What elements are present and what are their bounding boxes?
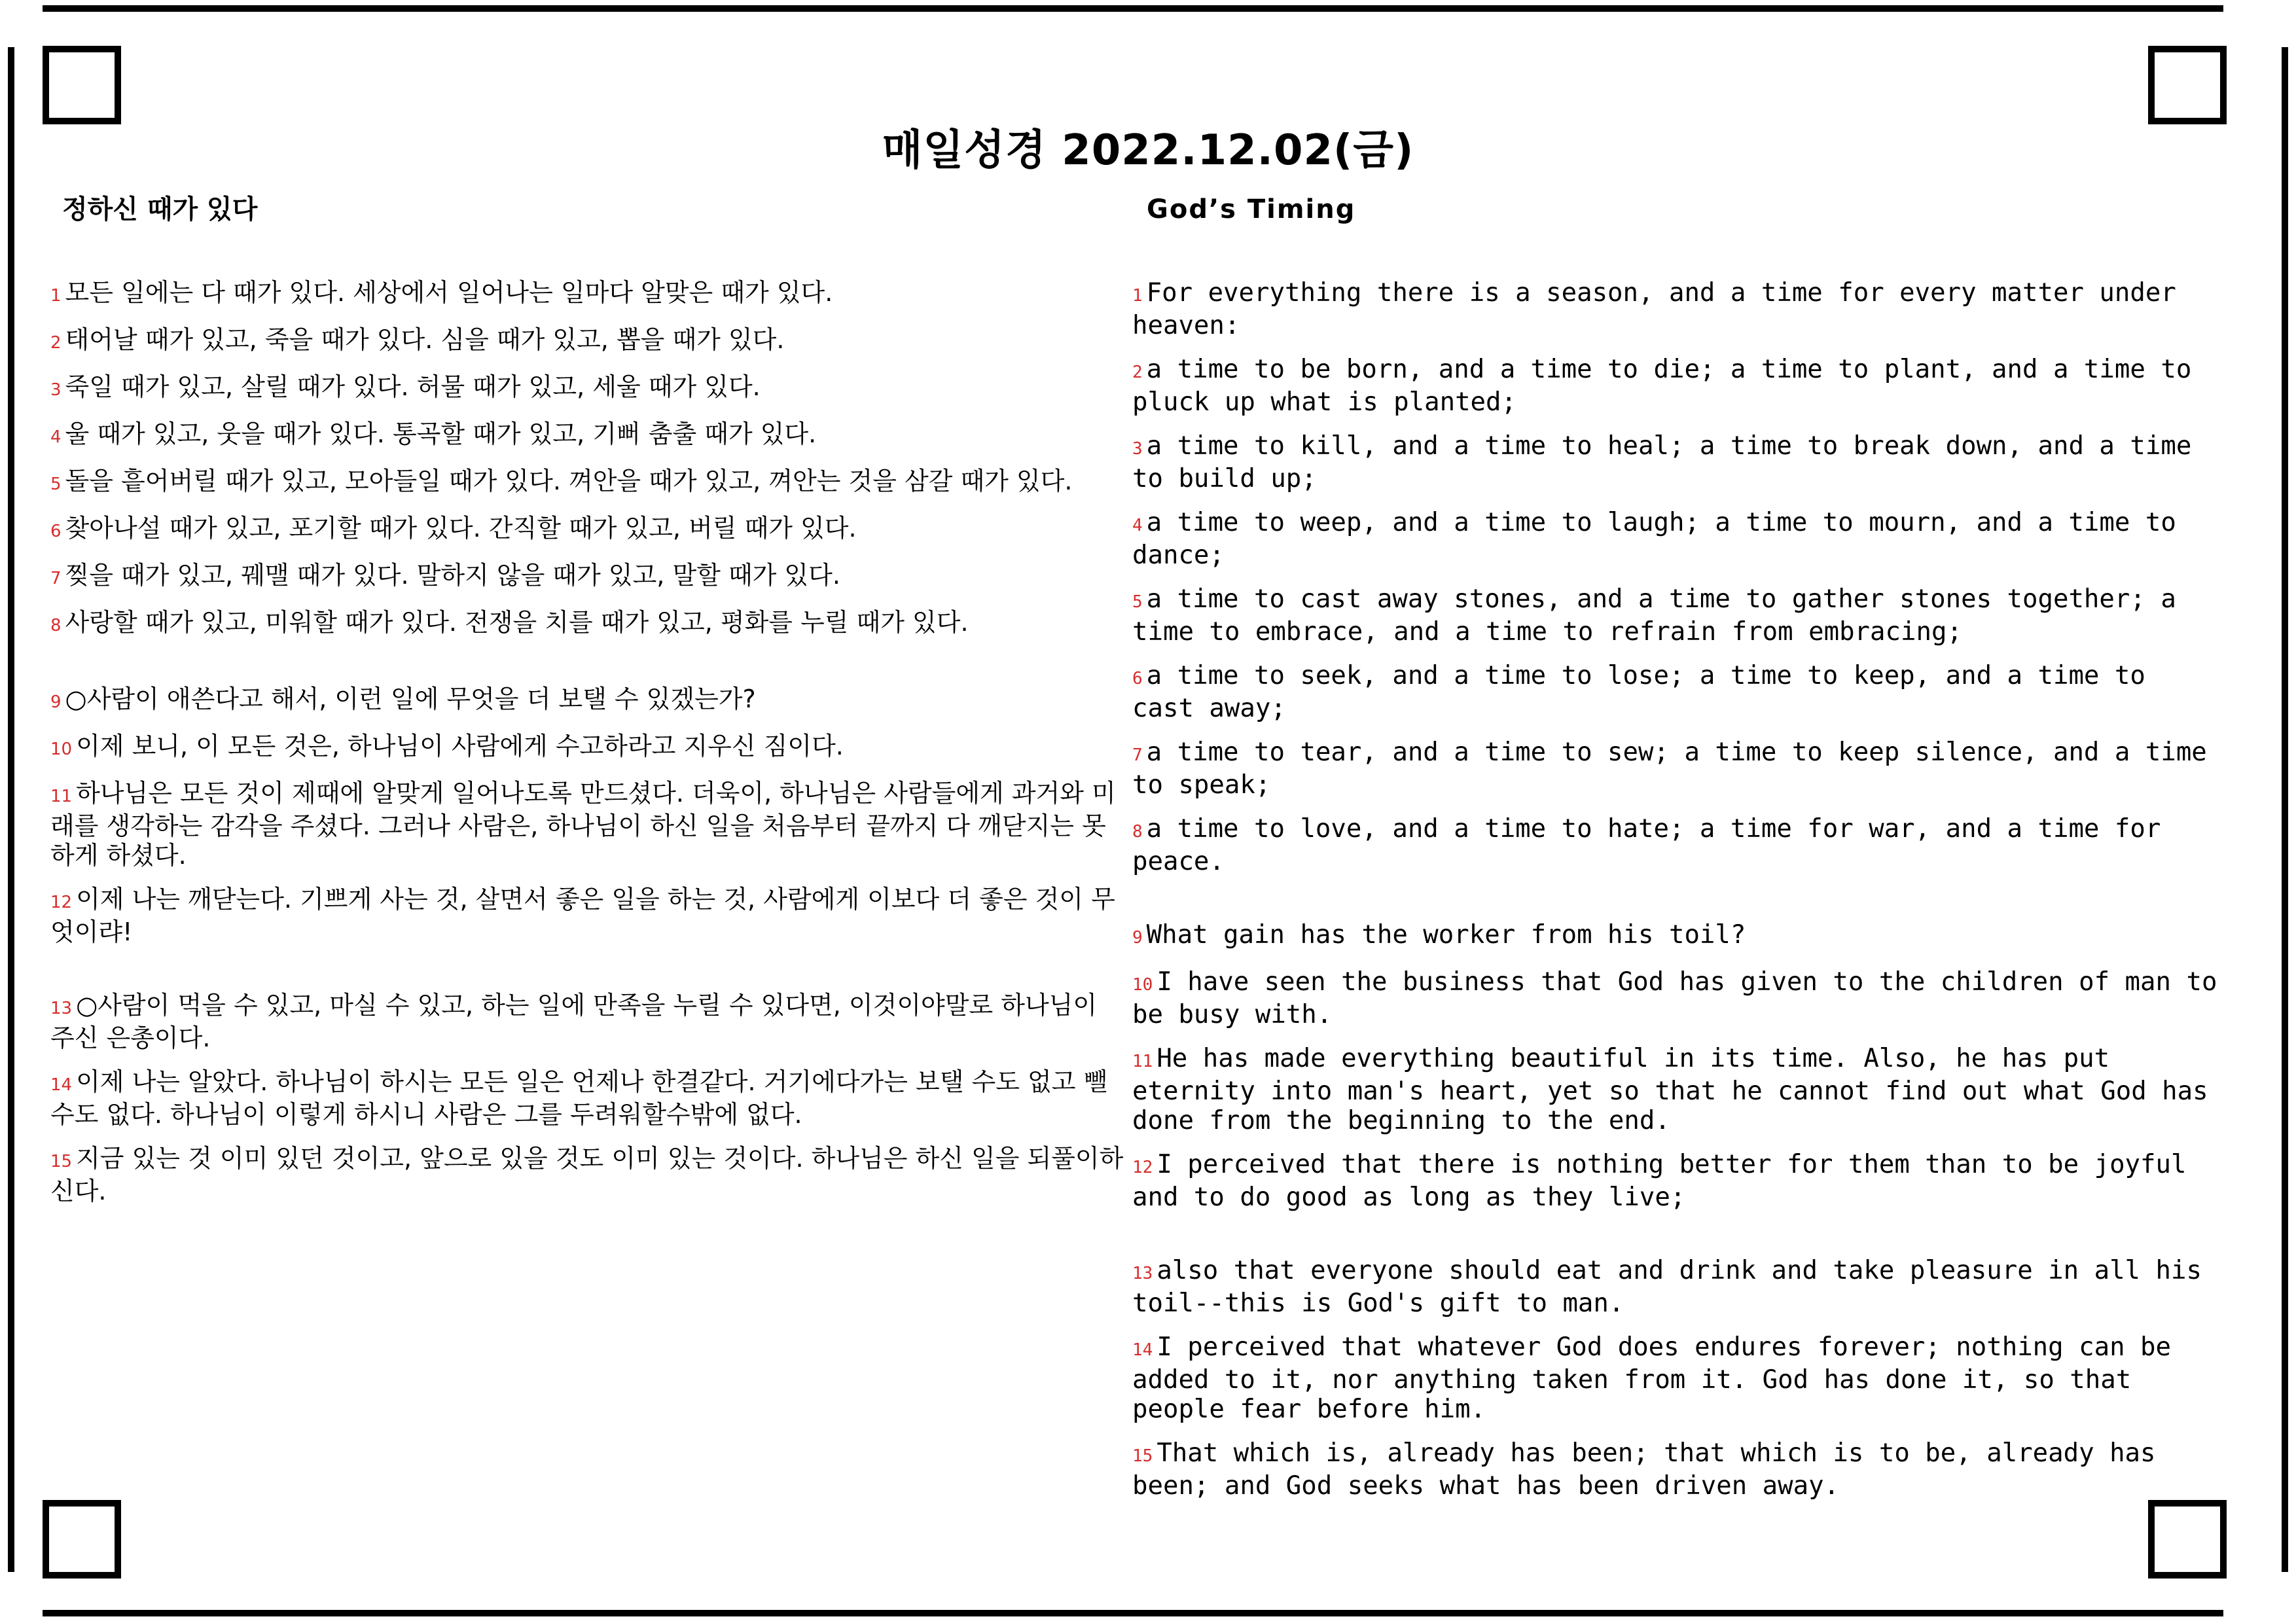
frame-left-line xyxy=(8,47,14,1572)
verse-number: 12 xyxy=(50,893,73,912)
frame-corner-bottom-left xyxy=(43,1500,121,1578)
korean-verse-12 xyxy=(50,885,1124,947)
verse-text: a time to kill, and a time to heal; a time to break down, and a time to build up; xyxy=(1132,431,2192,493)
verse-text: What gain has the worker from his toil? xyxy=(1146,920,1746,950)
verse-text: a time to seek, and a time to lose; a time to keep, and a time to cast away; xyxy=(1132,661,2145,723)
english-verse-13 xyxy=(1132,1256,2219,1318)
verse-text: For everything there is a season, and a time for every matter under heaven: xyxy=(1132,278,2176,340)
verse-text: 이제 나는 알았다. 하나님이 하시는 모든 일은 언제나 한결같다. 거기에다가는 보탤 수도 없고 뺄 수도 없다. 하나님이 이렇게 하시니 사람은 그를 두려워할수밖에 없다. xyxy=(50,1067,1108,1129)
korean-verse-15 xyxy=(50,1144,1124,1206)
verse-text: 찾아나설 때가 있고, 포기할 때가 있다. 간직할 때가 있고, 버릴 때가 있다. xyxy=(65,514,857,543)
korean-verse-3 xyxy=(50,372,1124,405)
verse-text: 이제 보니, 이 모든 것은, 하나님이 사람에게 수고하라고 지우신 짐이다. xyxy=(76,732,844,760)
verse-text: That which is, already has been; that which is to be, already has been; and God seeks what has been driven away. xyxy=(1132,1438,2156,1501)
verse-number: 12 xyxy=(1132,1158,1153,1177)
verse-number: 6 xyxy=(1132,669,1143,688)
verse-number: 9 xyxy=(1132,928,1143,948)
verse-text: a time to tear, and a time to sew; a time to keep silence, and a time to speak; xyxy=(1132,738,2207,800)
verse-number: 14 xyxy=(50,1075,73,1095)
english-column xyxy=(1132,278,2219,1515)
verse-text: I perceived that there is nothing better for them than to be joyful and to do good as long as they live; xyxy=(1132,1150,2187,1212)
english-verse-15 xyxy=(1132,1438,2219,1501)
verse-number: 3 xyxy=(1132,439,1143,459)
english-verse-9 xyxy=(1132,920,2219,953)
frame-top-line xyxy=(43,5,2223,12)
verse-text: 태어날 때가 있고, 죽을 때가 있다. 심을 때가 있고, 뽑을 때가 있다. xyxy=(65,325,785,354)
verse-text: 찢을 때가 있고, 꿰맬 때가 있다. 말하지 않을 때가 있고, 말할 때가 있다. xyxy=(65,561,840,590)
english-verse-1 xyxy=(1132,278,2219,340)
verse-number: 2 xyxy=(1132,363,1143,382)
verse-text: ○사람이 먹을 수 있고, 마실 수 있고, 하는 일에 만족을 누릴 수 있다면, 이것이야말로 하나님이 주신 은총이다. xyxy=(50,991,1098,1052)
verse-text: 하나님은 모든 것이 제때에 알맞게 일어나도록 만드셨다. 더욱이, 하나님은 사람들에게 과거와 미래를 생각하는 감각을 주셨다. 그러나 사람은, 하나님이 하신 일을 처음부터 끝까지 다 깨닫지는 못하게 하셨다. xyxy=(50,779,1116,870)
verse-text: a time to cast away stones, and a time to gather stones together; a time to embrace, and a time to refrain from embracing; xyxy=(1132,584,2176,647)
verse-text: 모든 일에는 다 때가 있다. 세상에서 일어나는 일마다 알맞은 때가 있다. xyxy=(65,278,833,307)
verse-text: a time to weep, and a time to laugh; a time to mourn, and a time to dance; xyxy=(1132,508,2176,570)
verse-text: also that everyone should eat and drink and take pleasure in all his toil--this is God's gift to man. xyxy=(1132,1256,2202,1318)
english-verse-5 xyxy=(1132,584,2219,647)
english-verse-7 xyxy=(1132,738,2219,800)
verse-text: 사랑할 때가 있고, 미워할 때가 있다. 전쟁을 치를 때가 있고, 평화를 누릴 때가 있다. xyxy=(65,608,969,637)
verse-text: 돌을 흩어버릴 때가 있고, 모아들일 때가 있다. 껴안을 때가 있고, 껴안는 것을 삼갈 때가 있다. xyxy=(65,467,1073,495)
verse-number: 8 xyxy=(50,616,62,635)
english-verse-10 xyxy=(1132,967,2219,1029)
english-verse-14 xyxy=(1132,1332,2219,1424)
verse-number: 13 xyxy=(1132,1264,1153,1283)
verse-number: 15 xyxy=(1132,1446,1153,1466)
verse-number: 7 xyxy=(50,569,62,588)
korean-verse-11 xyxy=(50,779,1124,870)
verse-text: 울 때가 있고, 웃을 때가 있다. 통곡할 때가 있고, 기뻐 춤출 때가 있다. xyxy=(65,419,817,448)
verse-number: 1 xyxy=(1132,286,1143,306)
frame-right-line xyxy=(2282,47,2288,1572)
verse-number: 8 xyxy=(1132,822,1143,842)
verse-number: 13 xyxy=(50,999,73,1018)
english-verse-2 xyxy=(1132,355,2219,417)
english-verse-8 xyxy=(1132,814,2219,876)
verse-text: 지금 있는 것 이미 있던 것이고, 앞으로 있을 것도 이미 있는 것이다. 하나님은 하신 일을 되풀이하신다. xyxy=(50,1144,1124,1205)
verse-number: 1 xyxy=(50,286,62,306)
verse-number: 11 xyxy=(1132,1052,1153,1071)
verse-number: 7 xyxy=(1132,745,1143,765)
korean-verse-9 xyxy=(50,685,1124,717)
verse-number: 10 xyxy=(1132,975,1153,995)
frame-bottom-line xyxy=(43,1610,2223,1616)
english-verse-6 xyxy=(1132,661,2219,723)
verse-number: 5 xyxy=(50,474,62,494)
verse-text: 이제 나는 깨닫는다. 기쁘게 사는 것, 살면서 좋은 일을 하는 것, 사람에게 이보다 더 좋은 것이 무엇이랴! xyxy=(50,885,1115,946)
verse-number: 6 xyxy=(50,522,62,541)
korean-verse-13 xyxy=(50,991,1124,1053)
verse-text: a time to love, and a time to hate; a time for war, and a time for peace. xyxy=(1132,814,2161,876)
page-title: 매일성경 2022.12.02(금) xyxy=(882,126,1414,175)
verse-number: 5 xyxy=(1132,592,1143,612)
korean-verse-8 xyxy=(50,608,1124,641)
korean-verse-6 xyxy=(50,514,1124,546)
verse-number: 15 xyxy=(50,1152,73,1171)
english-heading: God’s Timing xyxy=(1147,194,1356,224)
korean-verse-10 xyxy=(50,732,1124,764)
english-verse-11 xyxy=(1132,1044,2219,1135)
english-verse-3 xyxy=(1132,431,2219,493)
verse-number: 11 xyxy=(50,787,73,806)
verse-text: 죽일 때가 있고, 살릴 때가 있다. 허물 때가 있고, 세울 때가 있다. xyxy=(65,372,761,401)
verse-text: a time to be born, and a time to die; a time to plant, and a time to pluck up what is planted; xyxy=(1132,355,2192,417)
korean-heading: 정하신 때가 있다 xyxy=(62,194,258,224)
english-verse-4 xyxy=(1132,508,2219,570)
verse-number: 4 xyxy=(1132,516,1143,535)
korean-verse-4 xyxy=(50,419,1124,452)
korean-verse-14 xyxy=(50,1067,1124,1130)
verse-text: ○사람이 애쓴다고 해서, 이런 일에 무엇을 더 보탤 수 있겠는가? xyxy=(65,685,756,713)
verse-text: I perceived that whatever God does endures forever; nothing can be added to it, nor anything taken from it. God has done it, so that people fear before him. xyxy=(1132,1332,2171,1424)
verse-number: 4 xyxy=(50,427,62,447)
korean-verse-1 xyxy=(50,278,1124,311)
korean-column xyxy=(50,278,1124,1221)
verse-number: 9 xyxy=(50,692,62,712)
verse-number: 3 xyxy=(50,380,62,400)
frame-corner-top-left xyxy=(43,46,121,124)
verse-text: He has made everything beautiful in its time. Also, he has put eternity into man's heart, yet so that he cannot find out what God has done from the beginning to the end. xyxy=(1132,1044,2208,1135)
verse-number: 14 xyxy=(1132,1340,1153,1360)
verse-number: 10 xyxy=(50,740,73,759)
frame-corner-top-right xyxy=(2148,46,2227,124)
verse-number: 2 xyxy=(50,333,62,353)
korean-verse-7 xyxy=(50,561,1124,594)
korean-verse-5 xyxy=(50,467,1124,499)
korean-verse-2 xyxy=(50,325,1124,358)
verse-text: I have seen the business that God has given to the children of man to be busy with. xyxy=(1132,967,2217,1029)
english-verse-12 xyxy=(1132,1150,2219,1212)
